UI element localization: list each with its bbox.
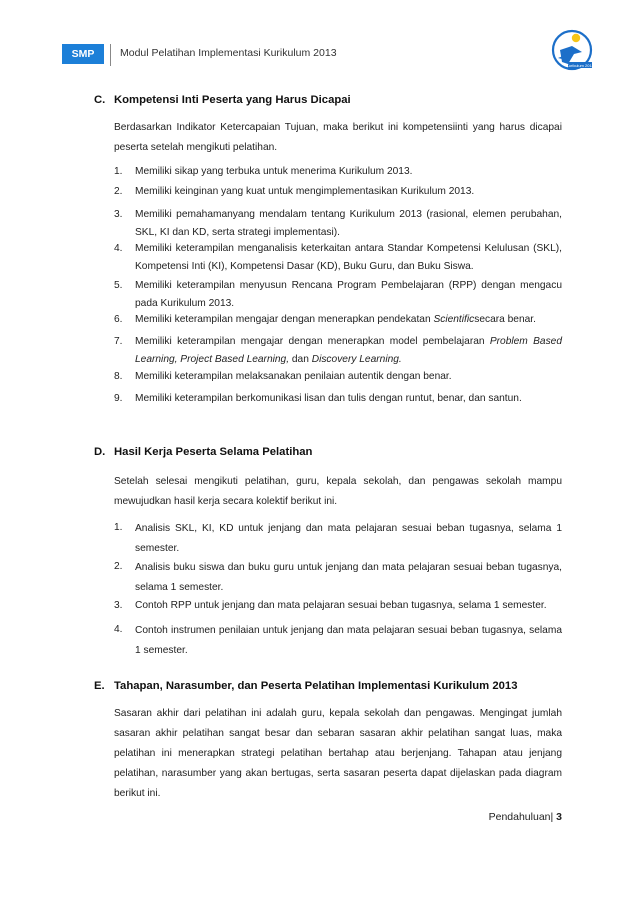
header-divider [110, 44, 111, 66]
section-d-intro: Setelah selesai mengikuti pelatihan, guru, kepala sekolah, dan pengawas sekolah mampu mewujudkan hasil kerja secara kolektif berikut ini. [114, 476, 562, 507]
list-item: 3. Contoh RPP untuk jenjang dan mata pelajaran sesuai beban tugasnya, selama 1 semester. [114, 600, 547, 611]
page-footer [400, 811, 562, 823]
level-badge: SMP [62, 44, 104, 64]
list-item: 1. Memiliki sikap yang terbuka untuk menerima Kurikulum 2013. [114, 166, 413, 177]
section-c-heading: Kompetensi Inti Peserta yang Harus Dicapai [114, 94, 351, 106]
list-item: 8. Memiliki keterampilan melaksanakan penilaian autentik dengan benar. [114, 371, 452, 382]
list-item: 6. Memiliki keterampilan mengajar dengan menerapkan pendekatan Scientificsecara benar. [114, 314, 536, 325]
section-e-heading: Tahapan, Narasumber, dan Peserta Pelatihan Implementasi Kurikulum 2013 [114, 680, 518, 692]
section-d-heading: Hasil Kerja Peserta Selama Pelatihan [114, 446, 313, 458]
logo-figure-icon [560, 46, 582, 64]
section-c-letter: C. [94, 94, 106, 106]
section-d-title [94, 446, 312, 458]
page-number: 3 [556, 811, 562, 823]
list-item: 1. Analisis SKL, KI, KD untuk jenjang dan mata pelajaran sesuai beban tugasnya, selama 1 semester. [114, 522, 562, 554]
section-c-intro: Berdasarkan Indikator Ketercapaian Tujuan, maka berikut ini kompetensiinti yang harus dicapai peserta setelah mengikuti pelatihan. [114, 122, 562, 153]
list-item: 4. Contoh instrumen penilaian untuk jenjang dan mata pelajaran sesuai beban tugasnya, selama 1 semester. [114, 624, 562, 656]
section-e-letter: E. [94, 680, 105, 692]
list-item: 2. Analisis buku siswa dan buku guru untuk jenjang dan mata pelajaran sesuai beban tugasnya, selama 1 semester. [114, 561, 562, 593]
kurikulum-logo [538, 28, 598, 76]
logo-head-icon [572, 34, 580, 42]
logo-text: Kurikulum 2013 [566, 63, 594, 68]
list-item: 4. Memiliki keterampilan menganalisis keterkaitan antara Standar Kompetensi Kelulusan (SKL), Kompetensi Inti (KI), Kompetensi Dasar (KD), Buku Guru, dan Buku Siswa. [114, 243, 562, 272]
module-title: Modul Pelatihan Implementasi Kurikulum 2013 [120, 47, 337, 59]
page-header [0, 0, 638, 90]
list-item: 2. Memiliki keinginan yang kuat untuk mengimplementasikan Kurikulum 2013. [114, 186, 475, 197]
section-e-intro: Sasaran akhir dari pelatihan ini adalah guru, kepala sekolah dan pengawas. Mengingat jumlah sasaran akhir pelatihan sangat besar dan sebaran sasaran akhir pelatihan sangat luas, maka pelatihan ini menerapkan strategi pelatihan bertahap atau berjenjang. Tahapan atau jenjang pelatihan, narasumber yang akan bertugas, serta sasaran peserta dapat dijelaskan pada diagram berikut ini. [114, 708, 562, 799]
list-item: 5. Memiliki keterampilan menyusun Rencana Program Pembelajaran (RPP) dengan mengacu pada Kurikulum 2013. [114, 280, 562, 309]
footer-chapter: Pendahuluan| [488, 811, 554, 823]
section-c-title [94, 94, 351, 106]
section-d-letter: D. [94, 446, 106, 458]
list-item: 3. Memiliki pemahamanyang mendalam tentang Kurikulum 2013 (rasional, elemen perubahan, SKL, KI dan KD, serta strategi implementasi). [114, 209, 562, 238]
list-item: 9. Memiliki keterampilan berkomunikasi lisan dan tulis dengan runtut, benar, dan santun. [114, 393, 522, 404]
section-e-title [94, 680, 518, 692]
list-item: 7. Memiliki keterampilan mengajar dengan menerapkan model pembelajaran Problem Based Learning, Project Based Learning, dan Discovery Learning. [114, 336, 562, 365]
